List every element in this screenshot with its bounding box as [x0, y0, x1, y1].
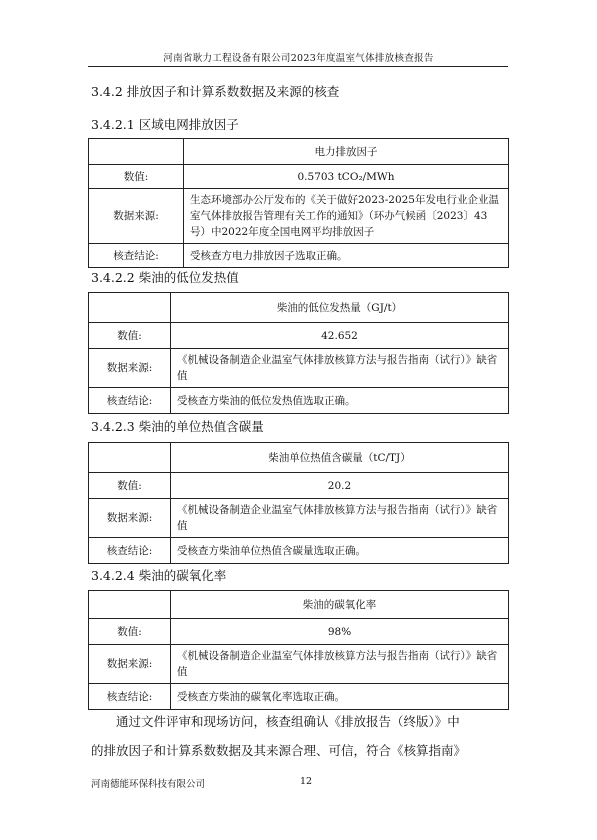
value-label: 数值:	[89, 619, 171, 645]
source-cell: 《机械设备制造企业温室气体排放核算方法与报告指南（试行）》缺省值	[171, 349, 509, 388]
diesel-carbon-content-table	[88, 442, 509, 564]
value-label: 数值:	[89, 323, 171, 349]
table-corner-cell	[89, 443, 171, 473]
source-cell: 《机械设备制造企业温室气体排放核算方法与报告指南（试行）》缺省值	[171, 645, 509, 684]
conclusion-label: 核查结论:	[89, 388, 171, 414]
source-label: 数据来源:	[89, 645, 171, 684]
conclusion-label: 核查结论:	[89, 538, 171, 564]
table-title: 柴油的碳氧化率	[171, 591, 509, 619]
table-title: 柴油单位热值含碳量（tC/TJ）	[171, 443, 509, 473]
subsection-heading-4: 3.4.2.4 柴油的碳氧化率	[91, 568, 227, 583]
table-title: 电力排放因子	[184, 139, 509, 165]
conclusion-cell: 受核查方柴油的低位发热值选取正确。	[171, 388, 509, 414]
conclusion-cell: 受核查方柴油的碳氧化率选取正确。	[171, 684, 509, 710]
table-corner-cell	[89, 591, 171, 619]
value-cell: 98%	[171, 619, 509, 645]
value-label: 数值:	[89, 473, 171, 499]
header-divider	[88, 66, 508, 67]
conclusion-paragraph-line-1: 通过文件评审和现场访问，核查组确认《排放报告（终版）》中	[116, 714, 460, 729]
value-cell: 20.2	[171, 473, 509, 499]
value-cell: 42.652	[171, 323, 509, 349]
value-label: 数值:	[89, 165, 184, 189]
conclusion-paragraph-line-2: 的排放因子和计算系数数据及其来源合理、可信，符合《核算指南》	[91, 743, 467, 758]
page-header-title: 河南省耿力工程设备有限公司2023年度温室气体排放核查报告	[163, 53, 434, 64]
conclusion-label: 核查结论:	[89, 244, 184, 268]
page-number: 12	[300, 776, 313, 787]
conclusion-cell: 受核查方电力排放因子选取正确。	[184, 244, 509, 268]
diesel-oxidation-rate-table	[88, 590, 509, 710]
grid-emission-factor-table	[88, 138, 509, 268]
source-label: 数据来源:	[89, 349, 171, 388]
source-cell: 生态环境部办公厅发布的《关于做好2023-2025年发电行业企业温室气体排放报告管理有关工作的通知》（环办气候函〔2023〕43号）中2022年度全国电网平均排放因子	[184, 189, 509, 244]
source-label: 数据来源:	[89, 189, 184, 244]
source-cell: 《机械设备制造企业温室气体排放核算方法与报告指南（试行）》缺省值	[171, 499, 509, 538]
subsection-heading-3: 3.4.2.3 柴油的单位热值含碳量	[91, 419, 264, 434]
subsection-heading-1: 3.4.2.1 区域电网排放因子	[91, 117, 239, 132]
footer-company: 河南德能环保科技有限公司	[91, 779, 206, 790]
subsection-heading-2: 3.4.2.2 柴油的低位发热值	[91, 270, 239, 285]
table-corner-cell	[89, 139, 184, 165]
conclusion-cell: 受核查方柴油单位热值含碳量选取正确。	[171, 538, 509, 564]
conclusion-label: 核查结论:	[89, 684, 171, 710]
table-title: 柴油的低位发热量（GJ/t）	[171, 293, 509, 323]
section-heading: 3.4.2 排放因子和计算系数数据及来源的核查	[91, 84, 340, 99]
value-cell: 0.5703 tCO₂/MWh	[184, 165, 509, 189]
diesel-ncv-table	[88, 292, 509, 414]
source-label: 数据来源:	[89, 499, 171, 538]
table-corner-cell	[89, 293, 171, 323]
